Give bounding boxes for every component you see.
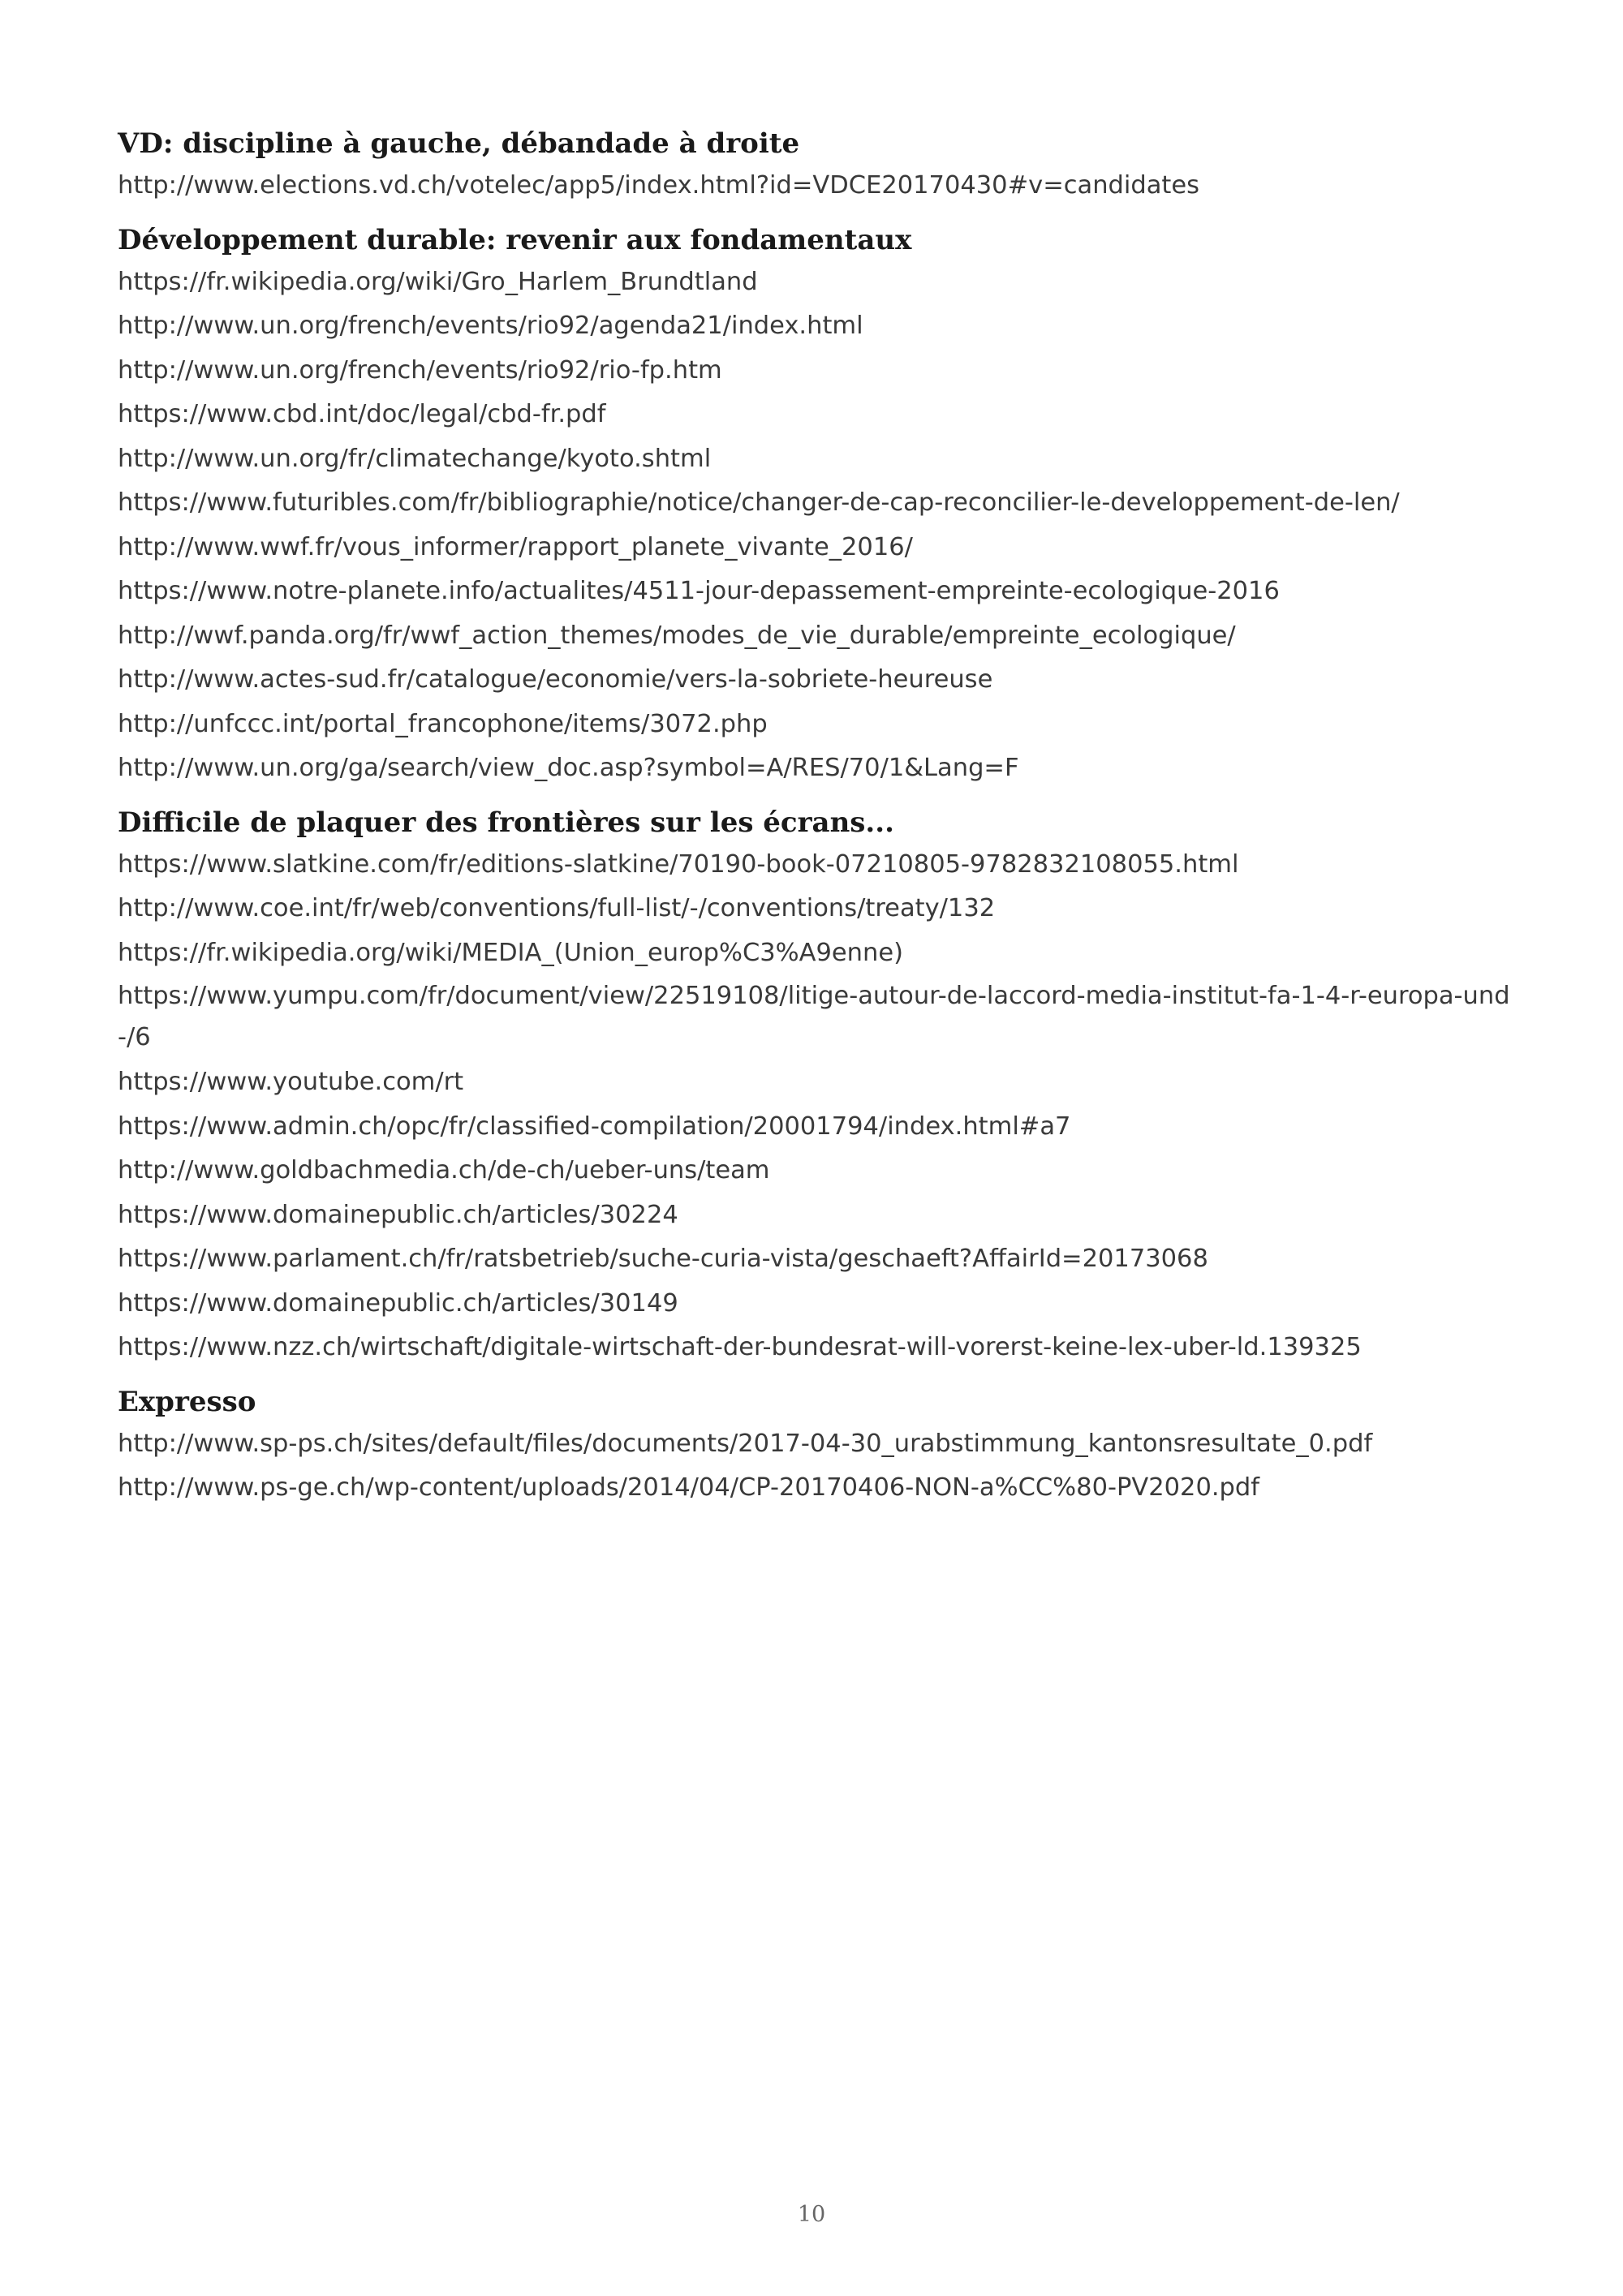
- reference-link[interactable]: http://www.un.org/french/events/rio92/agenda21/index.html: [118, 312, 863, 340]
- reference-link[interactable]: http://wwf.panda.org/fr/wwf_action_themes/modes_de_vie_durable/empreinte_ecologique/: [118, 621, 1236, 650]
- reference-link[interactable]: http://www.un.org/french/events/rio92/rio-fp.htm: [118, 355, 722, 385]
- reference-link[interactable]: https://www.nzz.ch/wirtschaft/digitale-wirtschaft-der-bundesrat-will-vorerst-keine-lex-uber-ld.139325: [118, 1333, 1362, 1361]
- section-vd-elections: [118, 123, 1513, 209]
- reference-link[interactable]: http://www.elections.vd.ch/votelec/app5/index.html?id=VDCE20170430#v=candidates: [118, 171, 1200, 200]
- section-title: VD: discipline à gauche, débandade à droite: [118, 127, 800, 160]
- reference-link[interactable]: http://www.actes-sud.fr/catalogue/economie/vers-la-sobriete-heureuse: [118, 665, 993, 694]
- reference-link[interactable]: https://www.domainepublic.ch/articles/30224: [118, 1200, 678, 1229]
- reference-link[interactable]: http://www.coe.int/fr/web/conventions/full-list/-/conventions/treaty/132: [118, 894, 996, 922]
- reference-link[interactable]: https://www.slatkine.com/fr/editions-slatkine/70190-book-07210805-9782832108055.html: [118, 849, 1239, 879]
- section-expresso: [118, 1382, 1513, 1511]
- reference-link[interactable]: https://fr.wikipedia.org/wiki/MEDIA_(Union_europ%C3%A9enne): [118, 938, 903, 967]
- section-title: Développement durable: revenir aux fondamentaux: [118, 223, 912, 256]
- link-list: [118, 260, 1513, 791]
- page-content: [118, 123, 1513, 1511]
- reference-link[interactable]: https://www.youtube.com/rt: [118, 1068, 464, 1096]
- reference-link[interactable]: http://www.sp-ps.ch/sites/default/files/documents/2017-04-30_urabstimmung_kantonsresultate_0.pdf: [118, 1429, 1373, 1458]
- reference-link[interactable]: https://www.notre-planete.info/actualites/4511-jour-depassement-empreinte-ecologique-2016: [118, 577, 1280, 605]
- reference-link[interactable]: https://www.domainepublic.ch/articles/30149: [118, 1288, 678, 1318]
- section-title: Expresso: [118, 1385, 256, 1418]
- link-list: [118, 843, 1513, 1370]
- page-number: 10: [797, 2202, 826, 2227]
- reference-link[interactable]: http://www.ps-ge.ch/wp-content/uploads/2014/04/CP-20170406-NON-a%CC%80-PV2020.pdf: [118, 1473, 1260, 1502]
- section-developpement-durable: [118, 220, 1513, 791]
- reference-link[interactable]: https://www.yumpu.com/fr/document/view/22519108/litige-autour-de-laccord-media-institut-fa-1-4-r-europa-und-/6: [118, 982, 1510, 1051]
- link-list: [118, 164, 1513, 209]
- reference-link[interactable]: https://www.cbd.int/doc/legal/cbd-fr.pdf: [118, 400, 606, 428]
- reference-link[interactable]: http://www.wwf.fr/vous_informer/rapport_planete_vivante_2016/: [118, 532, 913, 561]
- link-list: [118, 1422, 1513, 1511]
- reference-link[interactable]: https://www.admin.ch/opc/fr/classified-compilation/20001794/index.html#a7: [118, 1111, 1071, 1141]
- reference-link[interactable]: http://www.goldbachmedia.ch/de-ch/ueber-uns/team: [118, 1156, 770, 1185]
- section-frontieres-ecrans: [118, 802, 1513, 1370]
- reference-link[interactable]: http://www.un.org/ga/search/view_doc.asp?symbol=A/RES/70/1&Lang=F: [118, 754, 1019, 782]
- section-title: Difficile de plaquer des frontières sur les écrans...: [118, 806, 894, 839]
- reference-link[interactable]: http://unfccc.int/portal_francophone/items/3072.php: [118, 709, 768, 738]
- reference-link[interactable]: http://www.un.org/fr/climatechange/kyoto.shtml: [118, 444, 712, 473]
- reference-link[interactable]: https://fr.wikipedia.org/wiki/Gro_Harlem_Brundtland: [118, 267, 758, 296]
- reference-link[interactable]: https://www.futuribles.com/fr/bibliographie/notice/changer-de-cap-reconcilier-le-developpement-de-len/: [118, 488, 1400, 517]
- reference-link[interactable]: https://www.parlament.ch/fr/ratsbetrieb/suche-curia-vista/geschaeft?AffairId=20173068: [118, 1245, 1208, 1273]
